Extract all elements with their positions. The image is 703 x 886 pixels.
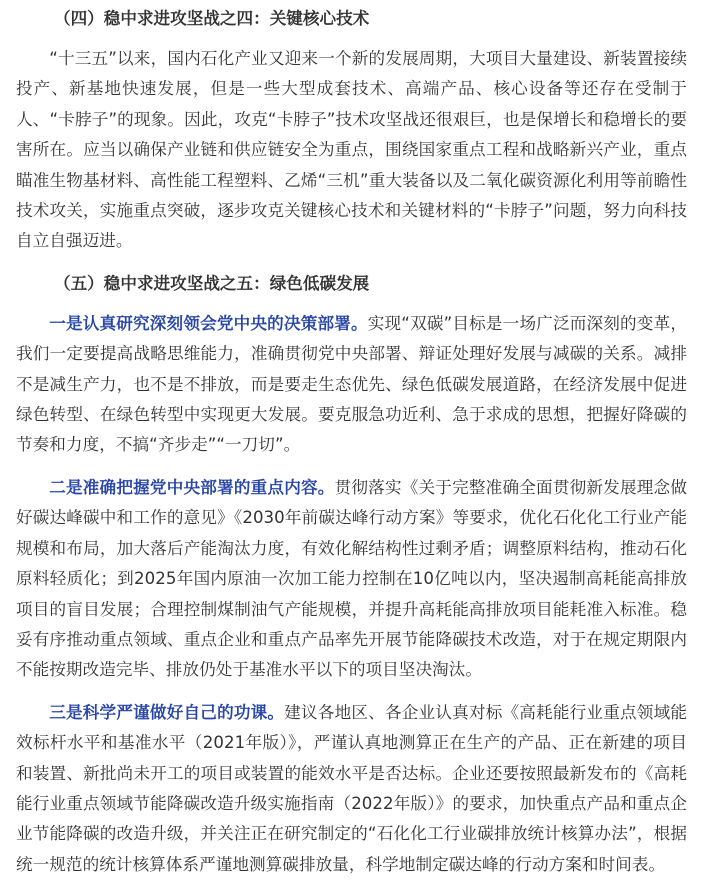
lead-decision-deployment: 一是认真研究深刻领会党中央的决策部署。 — [49, 313, 368, 333]
paragraph-homework — [16, 698, 687, 880]
section-heading-green-low-carbon: （五）稳中求进攻坚战之五：绿色低碳发展 — [54, 273, 370, 293]
body-key-content: 贯彻落实《关于完整准确全面贯彻新发展理念做好碳达峰碳中和工作的意见》《2030年前碳达峰行动方案》等要求，优化石化化工行业产能规模和布局，加大落后产能淘汰力度，有效化解结构性过剩矛盾；调整原料结构，推动石化原料轻质化；到2025年国内原油一次加工能力控制在10亿吨以内，坚决遏制高耗能高排放项目的盲目发展；合理控制煤制油气产能规模，并提升高耗能高排放项目能耗准入标准。稳妥有序推动重点领域、重点企业和重点产品率先开展节能降碳技术改造，对于在规定期限内不能按期改造完毕、排放仍处于基准水平以下的项目坚决淘汰。 — [16, 477, 687, 680]
paragraph-decision-deployment — [16, 309, 687, 461]
paragraph-key-content — [16, 473, 687, 686]
section-heading-key-technology: （四）稳中求进攻坚战之四：关键核心技术 — [54, 9, 370, 28]
lead-key-content: 二是准确把握党中央部署的重点内容。 — [49, 477, 335, 497]
body-homework: 建议各地区、各企业认真对标《高耗能行业重点领域能效标杆水平和基准水平（2021年版）》，严谨认真地测算正在生产的产品、正在新建的项目和装置、新批尚未开工的项目或装置的能效水平是否达标。企业还要按照最新发布的《高耗能行业重点领域节能降碳改造升级实施指南（2022年版）》的要求，加快重点产品和重点企业节能降碳的改造升级，并关注正在研究制定的“石化化工行业碳排放统计核算办法”，根据统一规范的统计核算体系严谨地测算碳排放量，科学地制定碳达峰的行动方案和时间表。 — [16, 702, 688, 874]
body-decision-deployment: 实现“双碳”目标是一场广泛而深刻的变革，我们一定要提高战略思维能力，准确贯彻党中央部署、辩证处理好发展与减碳的关系。减排不是减生产力，也不是不排放，而是要走生态优先、绿色低碳发展道路，在经济发展中促进绿色转型、在绿色转型中实现更大发展。要克服急功近利、急于求成的思想，把握好降碳的节奏和力度，不搞“齐步走”“一刀切”。 — [16, 313, 687, 455]
lead-homework: 三是科学严谨做好自己的功课。 — [49, 702, 285, 722]
paragraph-key-technology: “十三五”以来，国内石化产业又迎来一个新的发展周期，大项目大量建设、新装置接续投产、新基地快速发展，但是一些大型成套技术、高端产品、核心设备等还存在受制于人、“卡脖子”的现象。因此，攻克“卡脖子”技术攻坚战还很艰巨，也是保增长和稳增长的要害所在。应当以确保产业链和供应链安全为重点，围绕国家重点工程和战略新兴产业，重点瞄准生物基材料、高性能工程塑料、乙烯“三机”重大装备以及二氧化碳资源化利用等前瞻性技术攻关，实施重点突破，逐步攻克关键核心技术和关键材料的“卡脖子”问题，努力向科技自立自强迈进。 — [16, 49, 687, 251]
